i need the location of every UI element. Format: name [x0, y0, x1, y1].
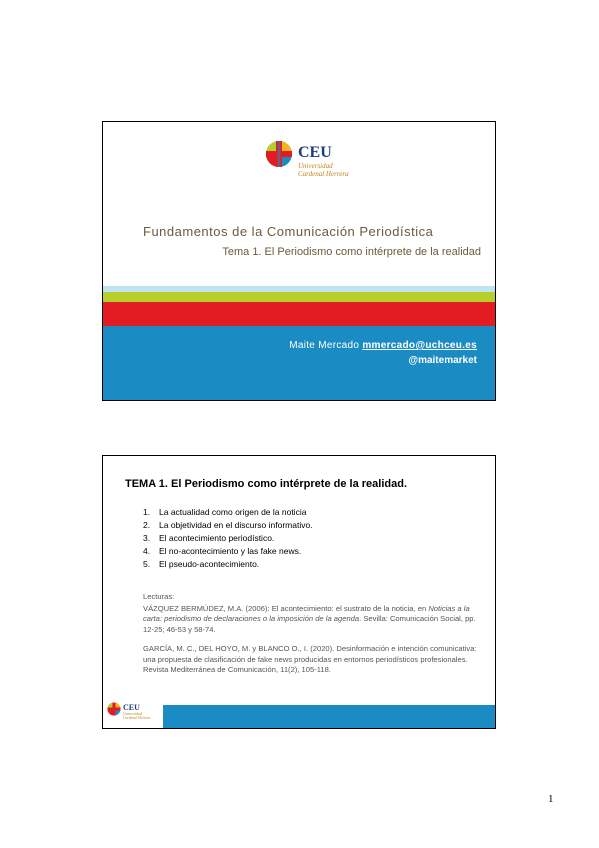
readings-label: Lecturas: — [143, 592, 175, 601]
reading-2: GARCÍA, M. C., DEL HOYO, M. y BLANCO O., I. (2020). Desinformación e intención comunicativa: una propuesta de clasificación de fake news producidas en entornos periodísticos profesionales. Revista Mediterránea de Comunicación, 11(2), 105-118. — [143, 644, 477, 674]
readings — [143, 592, 488, 685]
blue-footer-band — [163, 705, 496, 729]
green-band — [103, 292, 495, 302]
author-email-link[interactable]: mmercado@uchceu.es — [362, 340, 477, 351]
contents-slide — [102, 455, 496, 729]
ceu-cross-icon — [265, 140, 293, 168]
reading-1: VÁZQUEZ BERMÚDEZ, M.A. (2006): El acontecimiento: el sustrato de la noticia, en Noticias a la carta: periodismo de declaraciones o la imposición de la agenda. Sevilla: Comunicación Social, pp. 12-25; 46-53 y 58-74. — [143, 603, 476, 634]
topic-subtitle: Tema 1. El Periodismo como intérprete de la realidad — [222, 246, 481, 258]
list-item: 5. El pseudo-acontecimiento. — [143, 559, 260, 569]
course-title: Fundamentos de la Comunicación Periodística — [143, 224, 434, 239]
logo-name: CEU — [298, 144, 332, 161]
list-item: 2. La objetividad en el discurso informativo. — [143, 520, 313, 530]
page-number: 1 — [548, 793, 554, 805]
author-handle: @maitemarket — [408, 355, 477, 366]
logo-line1: Universidad — [298, 162, 333, 170]
topics-list — [143, 506, 313, 571]
author-line — [289, 340, 477, 351]
red-band — [103, 302, 495, 326]
list-item: 1. La actualidad como origen de la noticia — [143, 507, 307, 517]
ceu-logo-small — [107, 702, 150, 721]
list-item: 3. El acontecimiento periodístico. — [143, 533, 275, 543]
logo-name: CEU — [123, 703, 140, 712]
logo-line2: Cardenal Herrera — [123, 716, 151, 721]
logo-line2: Cardenal Herrera — [298, 170, 349, 178]
slide-title: TEMA 1. El Periodismo como intérprete de la realidad. — [125, 478, 407, 490]
ceu-logo — [265, 140, 349, 178]
logo-line1: Universidad — [123, 712, 142, 716]
title-slide — [102, 121, 496, 401]
list-item: 4. El no-acontecimiento y las fake news. — [143, 546, 302, 556]
author-name: Maite Mercado — [289, 340, 360, 351]
ceu-cross-icon — [107, 702, 121, 716]
